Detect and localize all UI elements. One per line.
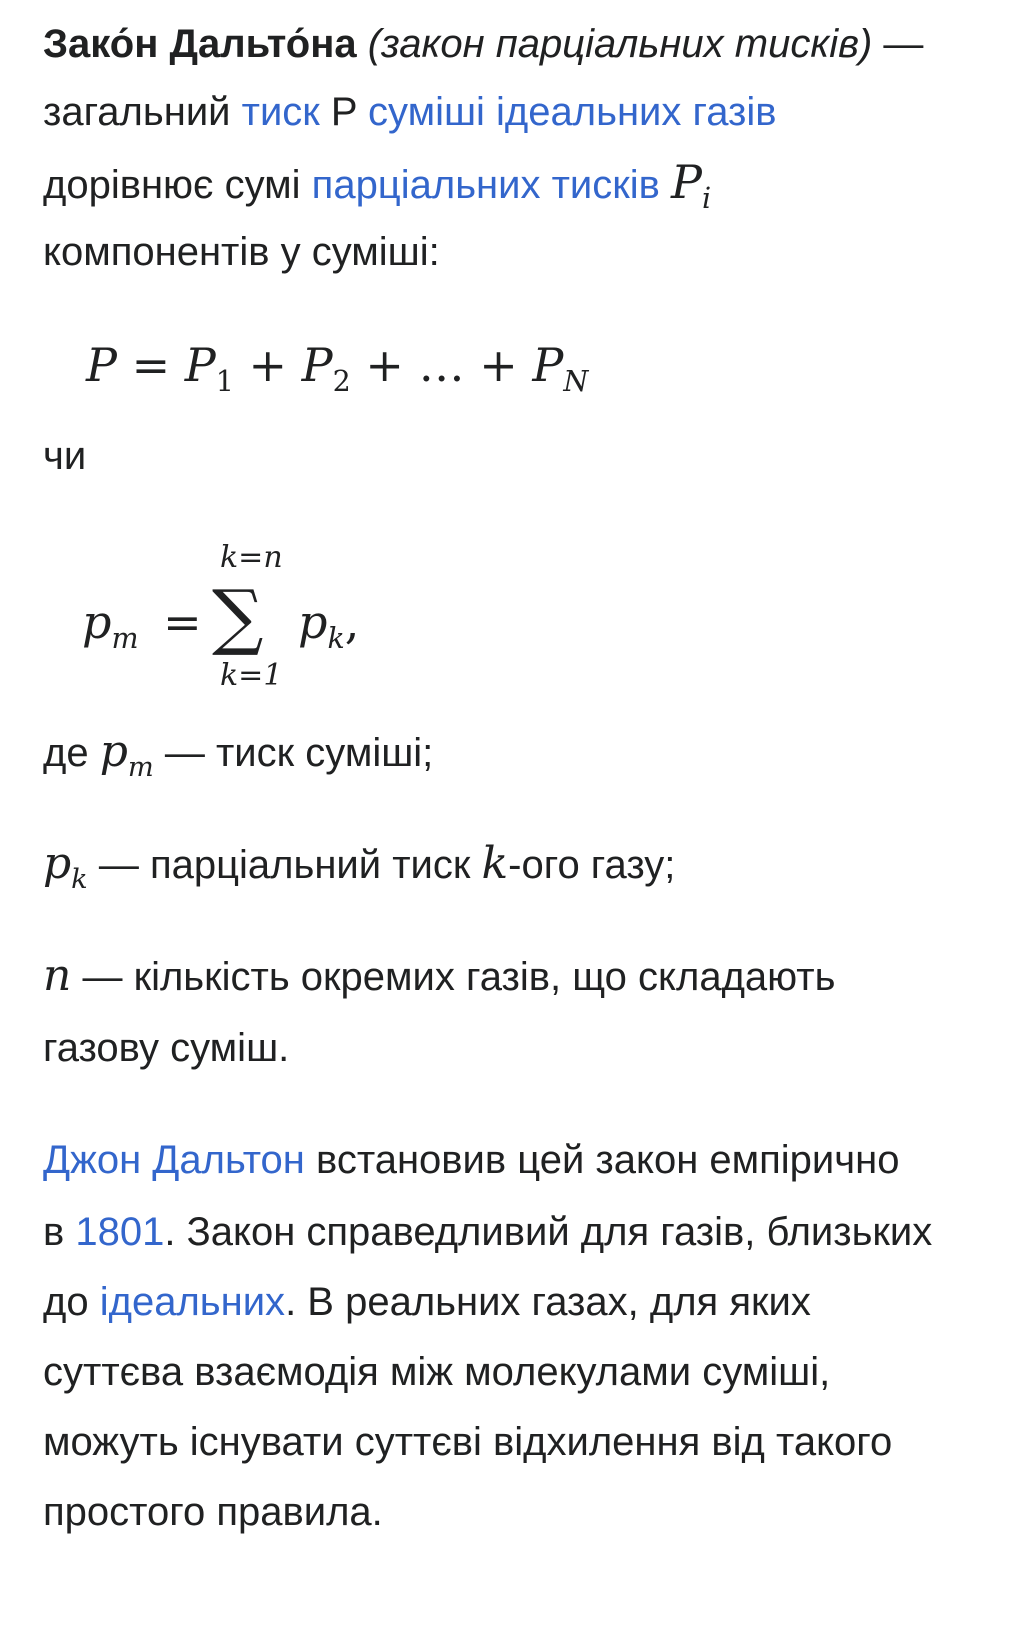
sigma-symbol: ∑ — [212, 574, 264, 658]
formula-rhs: $p_k$, — [298, 595, 360, 655]
history-line-5: можуть існувати суттєві відхилення від такого — [43, 1420, 893, 1464]
history-line-4: суттєва взаємодія між молекулами суміші, — [43, 1350, 831, 1394]
link-ideal-gas-mixture[interactable]: суміші ідеальних газів — [368, 90, 777, 134]
definition-pm: де $p_m$ — тиск суміші; — [43, 726, 434, 783]
definition-n: n — кількість окремих газів, що складають — [43, 950, 836, 1001]
link-john-dalton[interactable]: Джон Дальтон — [43, 1138, 305, 1182]
dash: — — [883, 22, 924, 66]
math-symbol: $P_i$ — [671, 155, 712, 215]
link-pressure[interactable]: тиск — [241, 90, 320, 134]
or-text: чи — [43, 434, 87, 478]
text: дорівнює сумі — [43, 163, 301, 207]
lead-line-3 — [43, 155, 712, 215]
definition-pk: $p_k$ — парціальний тиск k-ого газу; — [43, 838, 676, 895]
history-line-6: простого правила. — [43, 1490, 383, 1534]
sum-upper-limit: k=n — [220, 540, 283, 575]
alternative-name: (закон парціальних тисків) — [367, 22, 873, 66]
formula-dalton-sum: $P = P_1 + P_2$ + … + $P_N$ — [86, 338, 589, 398]
history-line-3: до ідеальних. В реальних газах, для яких — [43, 1280, 811, 1324]
link-partial-pressures[interactable]: парціальних тисків — [311, 163, 660, 207]
definition-n-continued: газову суміш. — [43, 1026, 290, 1070]
link-ideal[interactable]: ідеальних — [99, 1280, 286, 1324]
sum-lower-limit: k=1 — [220, 658, 283, 693]
formula-lhs: $p_m$ = — [82, 595, 202, 655]
article-title-bold: Зако́н Дальто́на — [43, 22, 357, 66]
lead-line-1 — [43, 20, 923, 68]
lead-line-4: компонентів у суміші: — [43, 230, 440, 274]
lead-line-2 — [43, 88, 776, 136]
text: загальний — [43, 90, 231, 134]
link-year-1801[interactable]: 1801 — [75, 1210, 165, 1254]
text: P — [330, 90, 357, 134]
history-line-1: Джон Дальтон встановив цей закон емпірично — [43, 1138, 900, 1182]
history-line-2: в 1801. Закон справедливий для газів, близьких — [43, 1210, 933, 1254]
